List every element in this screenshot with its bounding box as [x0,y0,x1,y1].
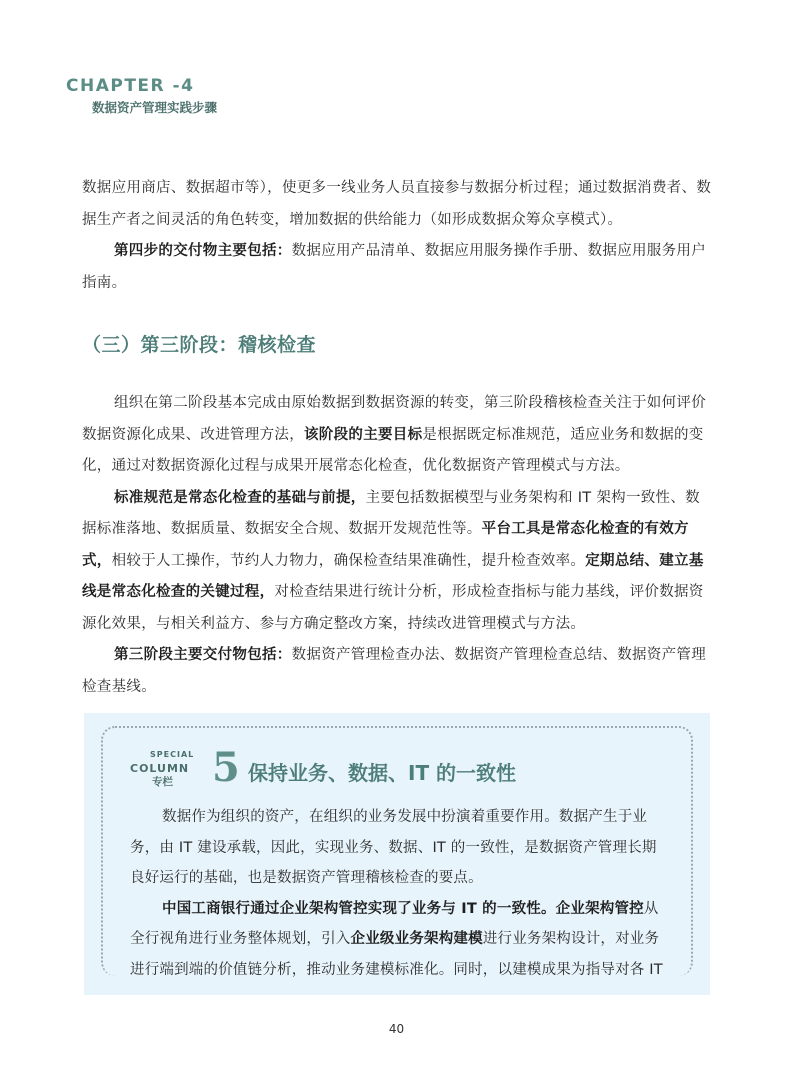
chapter-subtitle: 数据资产管理实践步骤 [92,100,218,115]
section-p2-b: 相较于人工操作，节约人力物力，确保检查结果准确性，提升检查效率。 [111,552,586,569]
column-body [130,802,665,985]
section-p1-a: 组织在第二阶段基本完成由原始数据到数据资源的转变，第三阶段稽核检查关注于如何评价数据资源化成果、改进管理方法， [82,395,706,443]
column-p2-bold2: 企业级业务架构建模 [350,931,483,947]
special-word: SPECIAL [150,750,195,759]
intro-text [82,173,712,299]
section-p2-c: 对检查结果进行统计分析，形成检查指标与能力基线，评价数据资源化效果，与相关利益方、参与方确定整改方案，持续改进管理模式与方法。 [82,584,704,632]
section-p2-bold1: 标准规范是常态化检查的基础与前提， [114,489,366,506]
chapter-label: CHAPTER -4 [66,76,195,96]
section-paragraph-3 [82,640,712,703]
column-paragraph-2 [130,894,665,986]
deliverables-step4-text: 数据应用产品清单、数据应用服务操作手册、数据应用服务用户指南。 [82,243,707,291]
intro-paragraph: 数据应用商店、数据超市等），使更多一线业务人员直接参与数据分析过程；通过数据消费者、数据生产者之间灵活的角色转变，增加数据的供给能力（如形成数据众筹众享模式）。 [82,180,712,228]
section-p2-a: 主要包括数据模型与业务架构和 IT 架构一致性、数据标准落地、数据质量、数据安全合规、数据开发规范性等。 [82,489,700,537]
column-p2-a: 从全行视角进行业务整体规划，引入 [130,900,659,947]
section-paragraph-1 [82,388,712,483]
section-p3-rest: 数据资产管理检查办法、数据资产管理检查总结、数据资产管理检查基线。 [82,647,707,695]
section-body [82,388,712,703]
column-word: COLUMN [130,762,190,775]
section-p2-bold2: 平台工具是常态化检查的有效方式， [82,521,689,569]
section-paragraph-2 [82,483,712,641]
page-number: 40 [388,1022,405,1036]
column-p2-b: 进行业务架构设计，对业务进行端到端的价值链分析，推动业务建模标准化。同时，以建模成果为指导对各 IT [130,931,663,978]
section-p1-b: 是根据既定标准规范，适应业务和数据的变化，通过对数据资源化过程与成果开展常态化检查，优化数据资产管理模式与方法。 [82,426,704,474]
column-number: 5 [212,744,240,791]
section-p2-bold3: 定期总结、建立基线是常态化检查的关键过程， [82,552,704,600]
column-p2-bold1: 中国工商银行通过企业架构管控实现了业务与 IT 的一致性。企业架构管控 [162,900,644,917]
column-title: 保持业务、数据、IT 的一致性 [248,761,517,785]
column-label: 专栏 [152,776,173,788]
deliverables-step4-label: 第四步的交付物主要包括： [114,243,292,259]
section-p3-bold: 第三阶段主要交付物包括： [114,647,292,663]
section-heading: （三）第三阶段：稽核检查 [82,334,317,356]
deliverables-step4 [82,236,712,299]
special-column-badge [130,744,240,791]
column-paragraph-1: 数据作为组织的资产，在组织的业务发展中扮演着重要作用。数据产生于业务，由 IT 建设承载，因此，实现业务、数据、IT 的一致性，是数据资产管理长期良好运行的基础，也是数据资产管理稽核检查的要点。 [130,809,657,886]
section-p1-bold: 该阶段的主要目标 [304,426,423,443]
